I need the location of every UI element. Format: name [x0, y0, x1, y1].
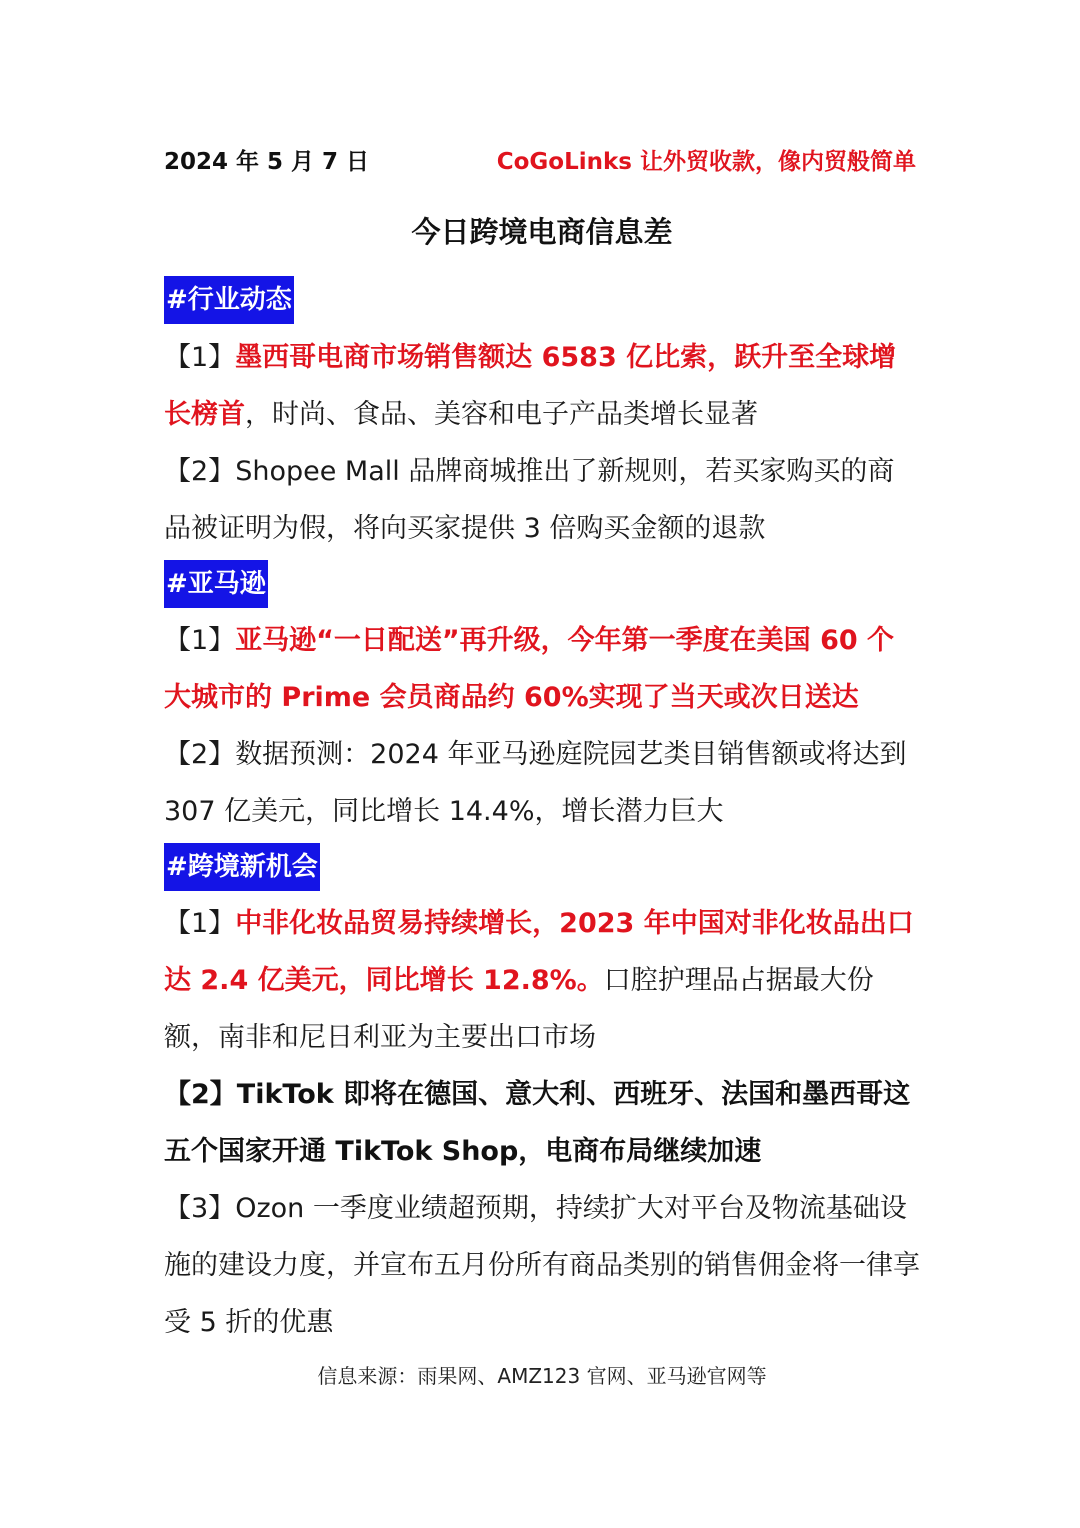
item-number: 【2】 [164, 456, 236, 487]
item-number: 【1】 [164, 342, 236, 373]
item-text: 口腔护理品占据最大份额，南非和尼日利亚为主要出口市场 [164, 965, 874, 1053]
item-number: 【2】 [164, 739, 236, 770]
item-number: 【2】 [164, 1079, 237, 1110]
item-highlight: 墨西哥电商市场销售额达 6583 亿比索，跃升至全球增长榜首 [164, 342, 897, 430]
item-number: 【1】 [164, 625, 236, 656]
section-tag-industry: #行业动态 [164, 276, 294, 324]
news-item [164, 895, 920, 1066]
item-number: 【3】 [164, 1193, 236, 1224]
news-item [164, 726, 920, 840]
item-text: ，时尚、食品、美容和电子产品类增长显著 [245, 399, 758, 430]
item-highlight: 亚马逊“一日配送”再升级，今年第一季度在美国 60 个大城市的 Prime 会员商品约 60%实现了当天或次日送达 [164, 625, 895, 713]
page-title: 今日跨境电商信息差 [411, 215, 673, 249]
item-number: 【1】 [164, 908, 236, 939]
section-tag-amazon: #亚马逊 [164, 560, 268, 608]
section-tag-opportunity: #跨境新机会 [164, 843, 320, 891]
item-text: 数据预测：2024 年亚马逊庭院园艺类目销售额或将达到 307 亿美元，同比增长 14.4%，增长潜力巨大 [164, 739, 907, 827]
news-item [164, 1066, 920, 1180]
news-item [164, 612, 920, 726]
header-slogan: CoGoLinks 让外贸收款，像内贸般简单 [496, 149, 916, 175]
news-item [164, 329, 920, 443]
news-item [164, 443, 920, 557]
header-row [164, 143, 920, 177]
item-text: Shopee Mall 品牌商城推出了新规则，若买家购买的商品被证明为假，将向买家提供 3 倍购买金额的退款 [164, 456, 895, 544]
header-date: 2024 年 5 月 7 日 [164, 149, 370, 175]
item-bold-text: TikTok 即将在德国、意大利、西班牙、法国和墨西哥这五个国家开通 TikTok Shop，电商布局继续加速 [164, 1079, 911, 1167]
news-item [164, 1180, 920, 1351]
footer-source: 信息来源：雨果网、AMZ123 官网、亚马逊官网等 [317, 1364, 767, 1388]
item-text: Ozon 一季度业绩超预期，持续扩大对平台及物流基础设施的建设力度，并宣布五月份所有商品类别的销售佣金将一律享受 5 折的优惠 [164, 1193, 920, 1338]
item-highlight: 中非化妆品贸易持续增长，2023 年中国对非化妆品出口达 2.4 亿美元，同比增长 12.8%。 [164, 908, 914, 996]
